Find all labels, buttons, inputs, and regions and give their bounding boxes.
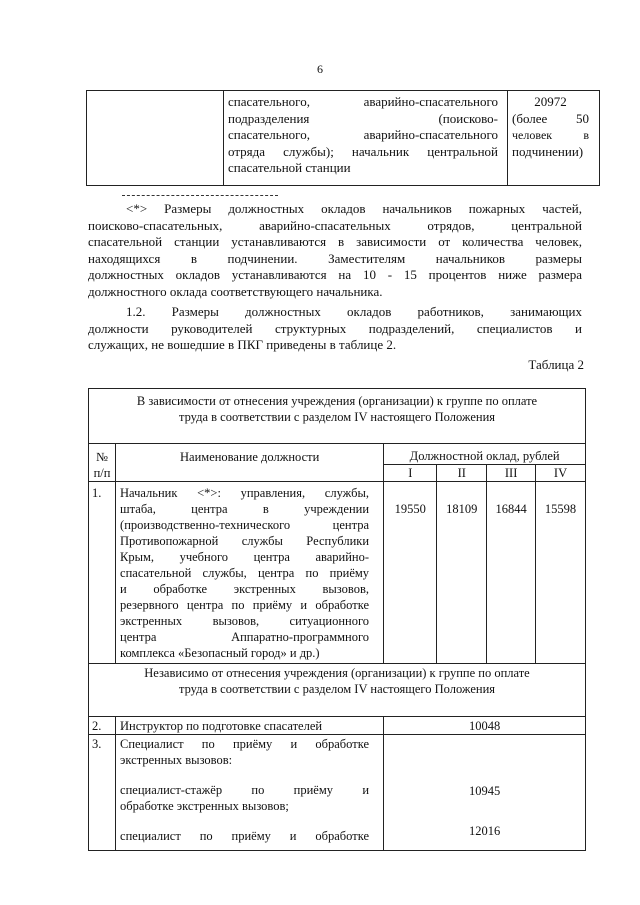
row3-name-line: экстренных вызовов:	[120, 753, 233, 767]
row1-name-line: экстренных вызовов, ситуационного	[120, 614, 370, 628]
row3-name-line: специалист-стажёр по приёму и	[120, 783, 370, 797]
row3-value-specialist: 12016	[469, 824, 501, 838]
row3-name-line: специалист по приёму и обработке	[120, 829, 370, 843]
top-table-salary-note: человек в	[512, 128, 589, 142]
row1-name-line: и обработке экстренных вызовов,	[120, 582, 370, 596]
group-header-1: I	[384, 465, 437, 482]
row3-number: 3.	[89, 735, 116, 851]
page-number: 6	[317, 62, 323, 76]
row1-value-1: 19550	[384, 482, 437, 664]
row1-name-line: Крым, учебного центра аварийно-	[120, 550, 370, 564]
row1-value-2: 18109	[437, 482, 487, 664]
paragraph-line: должности руководителей структурных подразделений, специалистов и	[88, 320, 582, 336]
row2-number: 2.	[89, 717, 116, 735]
col-name-header: Наименование должности	[116, 444, 384, 482]
table-2	[88, 388, 586, 851]
section1-header-line: В зависимости от отнесения учреждения (организации) к группе по оплате	[136, 394, 538, 408]
group-header-3: III	[487, 465, 536, 482]
section1-header-line: труда в соответствии с разделом IV настоящего Положения	[178, 410, 496, 424]
top-table	[86, 90, 600, 186]
row1-name-line: центра Аппаратно-программного	[120, 630, 370, 644]
row1-name-line: штаба, центра в учреждении	[120, 502, 370, 516]
row1-name-line: Начальник <*>: управления, службы,	[120, 486, 370, 500]
row1-name-line: Противопожарной службы Республики	[120, 534, 370, 548]
top-table-line: спасательной станции	[228, 160, 351, 175]
col-salary-header: Должностной оклад, рублей	[384, 444, 586, 465]
section2-header-line: Независимо от отнесения учреждения (организации) к группе по оплате	[144, 666, 530, 680]
top-table-salary-cell	[508, 91, 600, 186]
top-table-line: спасательного, аварийно-спасательного	[228, 94, 498, 109]
table-caption: Таблица 2	[528, 357, 584, 372]
section1-header	[89, 389, 586, 444]
top-table-position-cell	[224, 91, 508, 186]
row1-name-line: комплекса «Безопасный город» и др.)	[120, 646, 320, 660]
row2-value: 10048	[384, 717, 586, 735]
top-table-salary: 20972	[534, 94, 567, 109]
footnote-line: должностного оклада соответствующего начальника.	[88, 283, 383, 299]
top-table-line: подразделения (поисково-	[228, 110, 498, 126]
row1-name-line: резервного центра по приёму и обработке	[120, 598, 370, 612]
row2-name: Инструктор по подготовке спасателей	[116, 717, 384, 735]
row1-value-3: 16844	[487, 482, 536, 664]
section2-header-line: труда в соответствии с разделом IV настоящего Положения	[178, 682, 496, 696]
footnote-paragraph	[88, 201, 582, 300]
paragraph-line: служащих, не вошедшие в ПКГ приведены в таблице 2.	[88, 337, 397, 352]
row1-number: 1.	[89, 482, 116, 664]
row1-name-line: спасательной службы, центра по приёму	[120, 566, 370, 580]
paragraph-line: 1.2. Размеры должностных окладов работников, занимающих	[126, 304, 582, 319]
top-table-salary-note: (более 50	[512, 110, 589, 126]
paragraph-1-2	[88, 304, 582, 354]
row3-name-line: Специалист по приёму и обработке	[120, 737, 370, 751]
col-number-header-line: №	[96, 450, 108, 464]
row3-values	[384, 735, 586, 851]
row1-value-4: 15598	[536, 482, 586, 664]
section2-header	[89, 664, 586, 717]
top-table-line: спасательного, аварийно-спасательного	[228, 127, 498, 142]
footnote-line: должностных окладов устанавливаются на 10 - 15 процентов ниже размера	[88, 267, 582, 282]
row3-name	[116, 735, 384, 851]
top-table-line: отряда службы); начальник центральной	[228, 143, 498, 159]
footnote-line: находящихся в подчинении. Заместителям начальников размеры	[88, 250, 582, 266]
col-number-header-line: п/п	[93, 466, 111, 480]
row3-name-line: обработке экстренных вызовов;	[120, 799, 289, 813]
top-table-salary-note: подчинении)	[512, 143, 584, 159]
row1-name-line: (производственно-технического центра	[120, 518, 370, 532]
footnote-line: спасательной станции устанавливаются в зависимости от количества человек,	[88, 234, 582, 249]
footnote-line: <*> Размеры должностных окладов начальников пожарных частей,	[126, 201, 582, 216]
top-table-empty-cell	[87, 91, 224, 186]
footnote-line: поисково-спасательных, аварийно-спасательных отрядов, центральной	[88, 217, 582, 233]
group-header-2: II	[437, 465, 487, 482]
col-number-header	[89, 444, 116, 482]
row3-value-trainee: 10945	[469, 784, 501, 798]
footnote-separator	[122, 195, 278, 196]
row1-name	[116, 482, 384, 664]
group-header-4: IV	[536, 465, 586, 482]
